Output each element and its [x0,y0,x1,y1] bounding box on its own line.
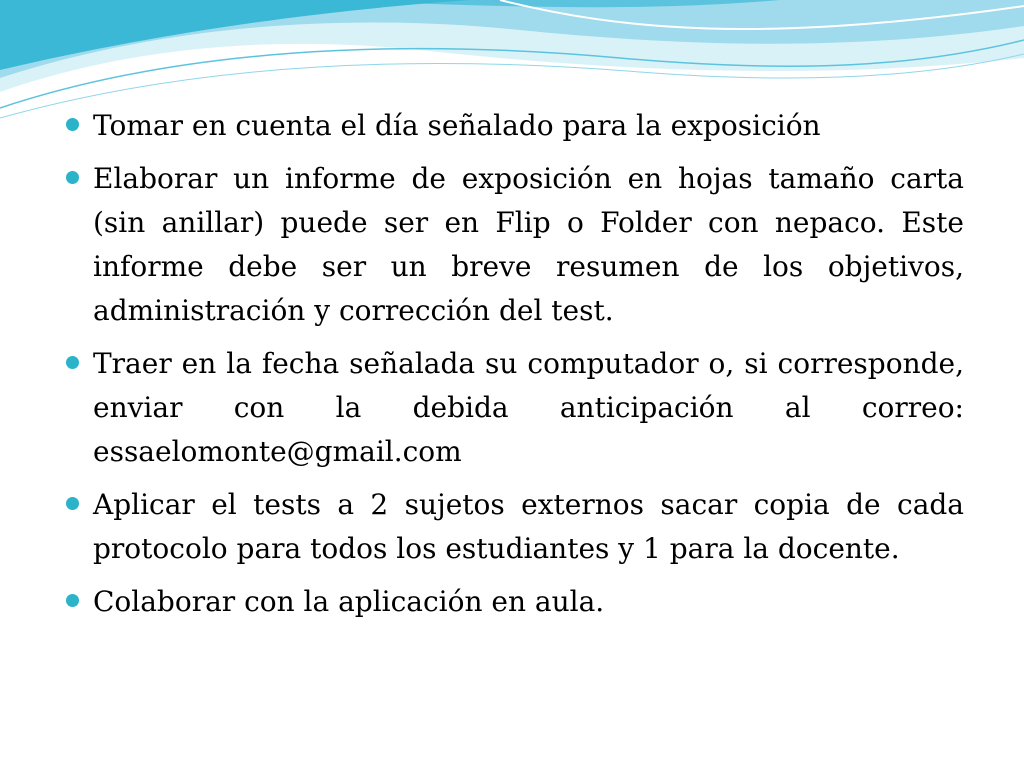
bullet-text: Aplicar el tests a 2 sujetos externos sacar copia de cada protocolo para todos los estudiantes y 1 para la docente. [93,488,964,565]
bullet-item [64,157,964,333]
bullet-text: Tomar en cuenta el día señalado para la exposición [93,109,821,142]
bullet-list [64,104,964,633]
bullet-text: Traer en la fecha señalada su computador o, si corresponde, enviar con la debida anticipación al correo: essaelomonte@gmail.com [93,347,964,468]
bullet-item [64,104,964,148]
bullet-item [64,580,964,624]
bullet-dot-icon [66,118,79,131]
bullet-text: Colaborar con la aplicación en aula. [93,585,605,618]
bullet-dot-icon [66,497,79,510]
bullet-dot-icon [66,356,79,369]
bullet-dot-icon [66,171,79,184]
bullet-dot-icon [66,594,79,607]
bullet-item [64,483,964,571]
bullet-text: Elaborar un informe de exposición en hojas tamaño carta (sin anillar) puede ser en Flip o Folder con nepaco. Este informe debe ser un breve resumen de los objetivos, administración y corrección del test. [93,162,964,327]
bullet-item [64,342,964,474]
